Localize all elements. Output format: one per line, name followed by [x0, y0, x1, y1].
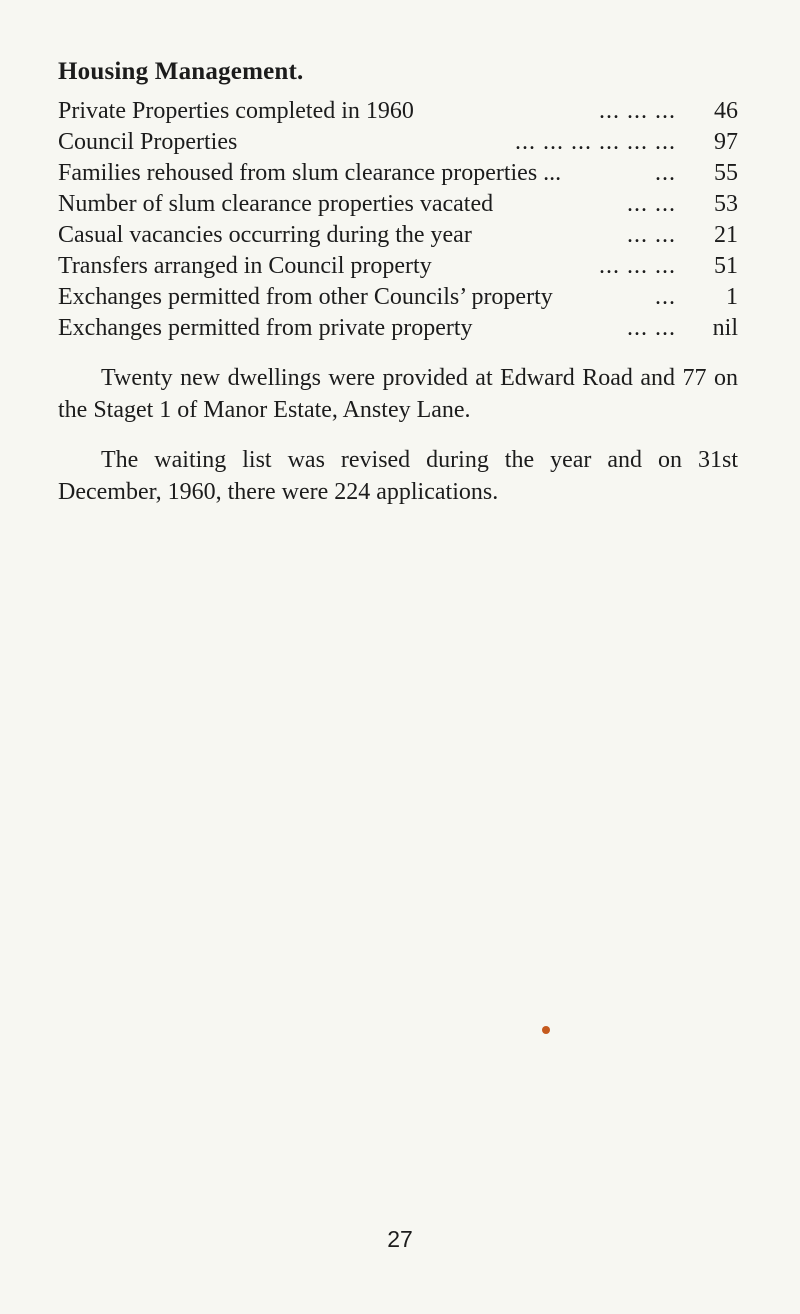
- stat-value: nil: [712, 315, 738, 341]
- stat-label: Number of slum clearance properties vacated: [58, 191, 494, 217]
- stat-row: [58, 220, 738, 251]
- stat-label: Exchanges permitted from private property: [58, 315, 473, 341]
- stat-row: [58, 158, 738, 189]
- leader-dots: ...: [655, 160, 676, 186]
- page-content: [58, 58, 738, 508]
- leader-dots: ... ... ... ... ... ...: [515, 129, 676, 155]
- stat-row: [58, 189, 738, 220]
- stat-value: 46: [714, 98, 738, 124]
- page-number: 27: [387, 1226, 413, 1252]
- stat-value: 53: [714, 191, 738, 217]
- stat-label: Transfers arranged in Council property: [58, 253, 432, 279]
- stat-row: [58, 127, 738, 158]
- paragraph-waiting-list: The waiting list was revised during the year and on 31st December, 1960, there were 224 applications.: [58, 447, 738, 505]
- stat-value: 97: [714, 129, 738, 155]
- stat-row: [58, 282, 738, 313]
- leader-dots: ... ...: [627, 222, 676, 248]
- section-heading: Housing Management.: [58, 58, 304, 85]
- leader-dots: ...: [655, 284, 676, 310]
- stat-row: [58, 96, 738, 127]
- leader-dots: ... ...: [627, 191, 676, 217]
- leader-dots: ... ... ...: [599, 98, 676, 124]
- housing-stats-list: [58, 96, 738, 344]
- stat-value: 1: [726, 284, 738, 310]
- stat-label: Casual vacancies occurring during the year: [58, 222, 472, 248]
- stat-row: [58, 313, 738, 344]
- stat-value: 21: [714, 222, 738, 248]
- stat-row: [58, 251, 738, 282]
- stat-label: Private Properties completed in 1960: [58, 98, 414, 124]
- leader-dots: ... ... ...: [599, 253, 676, 279]
- paragraph-new-dwellings: Twenty new dwellings were provided at Edward Road and 77 on the Staget 1 of Manor Estate, Anstey Lane.: [58, 365, 738, 423]
- stat-value: 51: [714, 253, 738, 279]
- leader-dots: ... ...: [627, 315, 676, 341]
- stat-label: Exchanges permitted from other Councils’ property: [58, 284, 553, 310]
- stat-label: Families rehoused from slum clearance properties ...: [58, 160, 562, 186]
- stat-label: Council Properties: [58, 129, 238, 155]
- stat-value: 55: [714, 160, 738, 186]
- ink-spot: [542, 1026, 550, 1034]
